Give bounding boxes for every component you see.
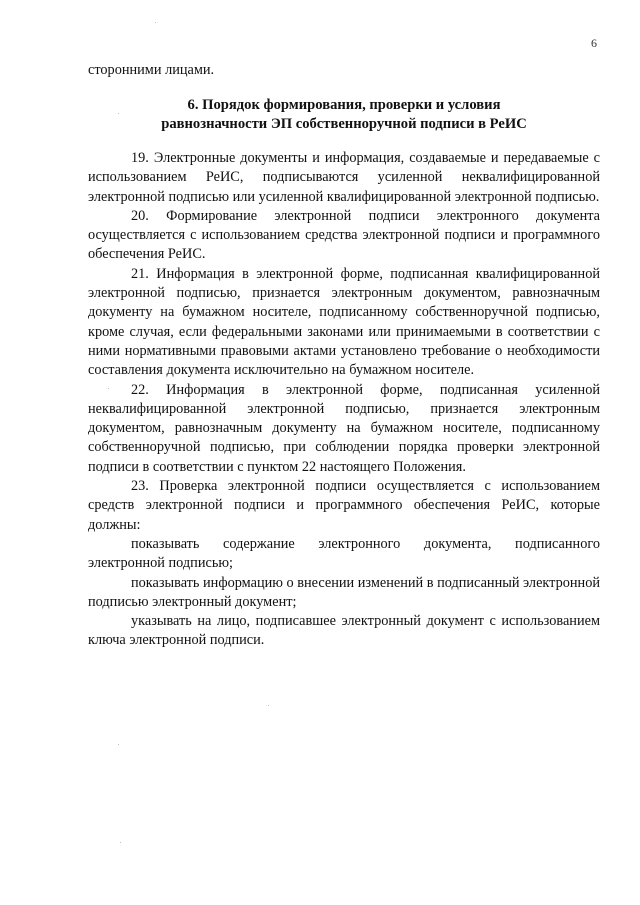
requirement-item-3: указывать на лицо, подписавшее электронный документ с использованием ключа электронной подписи. [88, 613, 600, 649]
scan-speck [108, 388, 109, 389]
paragraph-20: 20. Формирование электронной подписи электронного документа осуществляется с использованием средства электронной подписи и программного обеспечения РеИС. [88, 207, 600, 263]
scan-speck [118, 744, 119, 745]
scan-speck [118, 113, 119, 114]
requirement-item-1: показывать содержание электронного документа, подписанного электронной подписью; [88, 535, 600, 572]
scan-speck [120, 842, 121, 843]
section-heading-line-2: равнозначности ЭП собственноручной подписи в РеИС [161, 116, 527, 132]
paragraph-22: 22. Информация в электронной форме, подписанная усиленной неквалифицированной электронной подписью, признается электронным документом, равнозначным документу на бумажном носителе, подписанному собственноручной подписью, при соблюдении порядка проверки электронной подписи в соответствии с пунктом 22 настоящего Положения. [88, 381, 600, 475]
paragraph-19: 19. Электронные документы и информация, создаваемые и передаваемые с использованием РеИС, подписываются усиленной неквалифицированной электронной подписью или усиленной квалифицированной электронной подписью. [88, 150, 600, 205]
paragraph-23: 23. Проверка электронной подписи осуществляется с использованием средств электронной подписи и программного обеспечения РеИС, которые должны: [88, 478, 600, 533]
requirement-item-2: показывать информацию о внесении изменений в подписанный электронной подписью электронный документ; [88, 574, 600, 610]
continued-text: сторонними лицами. [88, 62, 215, 78]
page-number: 6 [591, 36, 597, 50]
paragraph-21: 21. Информация в электронной форме, подписанная квалифицированной электронной подписью, признается электронным документом, равнозначным документу на бумажном носителе, подписанному собственноручной подписью, кроме случая, если федеральными законами или принимаемыми в соответствии с ними нормативными правовыми актами установлено требование о необходимости составления документа исключительно на бумажном носителе. [88, 265, 600, 379]
section-heading-line-1: 6. Порядок формирования, проверки и условия [187, 97, 501, 113]
section-body [88, 149, 600, 651]
section-heading [88, 96, 600, 134]
scan-speck [155, 22, 156, 23]
scan-speck [268, 705, 269, 706]
